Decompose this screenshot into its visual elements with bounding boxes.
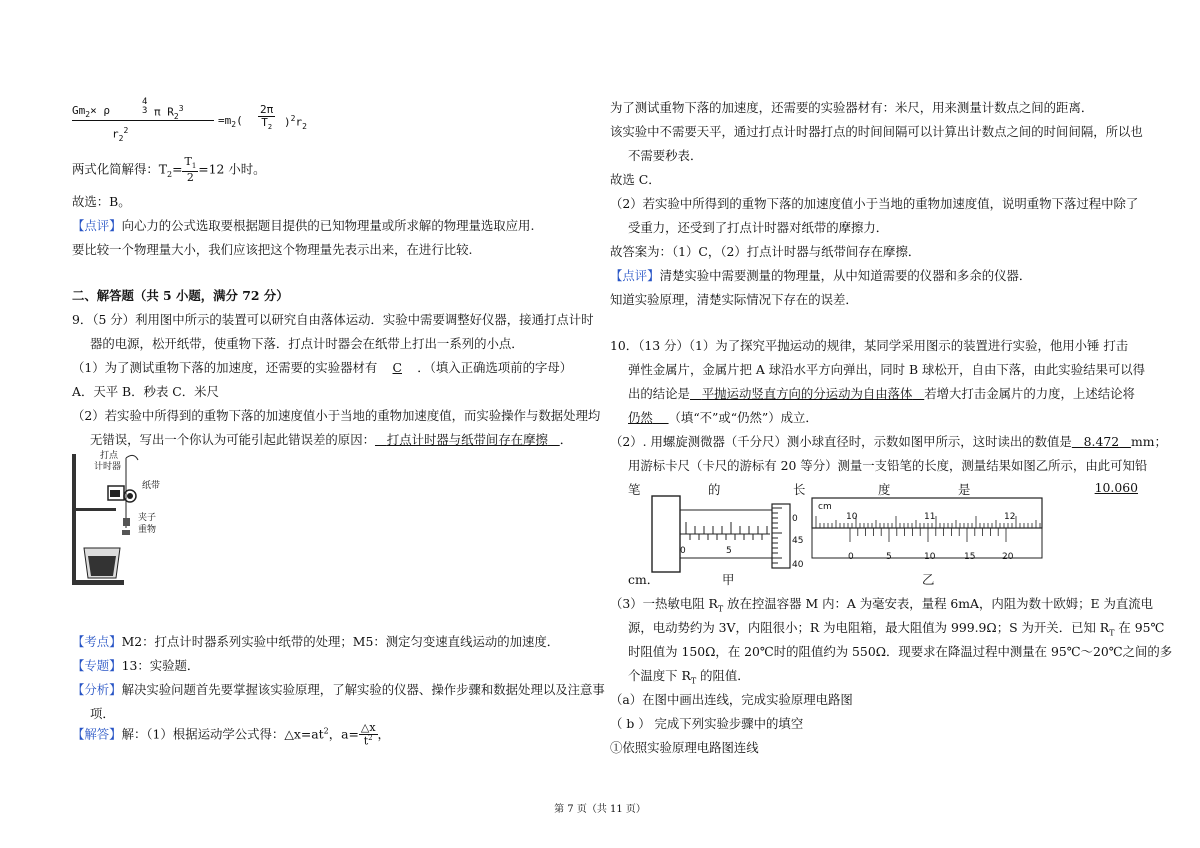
r-line-6: 受重力，还受到了打点计时器对纸带的摩擦力． <box>628 220 889 235</box>
r-line-2: 该实验中不需要天平，通过打点计时器打点的时间间隔可以计算出计数点之间的时间间隔，所以也 <box>610 124 1143 139</box>
fenxi-line: 【分析】解决实验问题首先要掌握该实验原理，了解实验的仪器、操作步骤和数据处理以及注意事 <box>72 682 605 697</box>
r-comment-line-2: 知道实验原理，清楚实际情况下存在的误差． <box>610 292 858 307</box>
caliper-answer: 10.060 <box>1094 480 1138 495</box>
q9-options: A．天平 B．秒表 C．米尺 <box>72 384 219 399</box>
q10-conclusion-answer: 平抛运动竖直方向的分运动为自由落体 <box>701 386 913 401</box>
r-comment-line: 【点评】清楚实验中需要测量的物理量，从中知道需要的仪器和多余的仪器． <box>610 268 1032 283</box>
q10-line-1: 10．（13 分）（1）为了探究平抛运动的规律，某同学采用图示的装置进行实验，他用小锤 打击 <box>610 338 1129 353</box>
q9-part2-answer: 打点计时器与纸带间存在摩擦 <box>386 432 548 447</box>
r-line-4: 故选 C． <box>610 172 661 187</box>
q9-line-1: 9．（5 分）利用图中所示的装置可以研究自由落体运动．实验中需要调整好仪器，接通打点计时 <box>72 312 594 327</box>
q10-line-3: 出的结论是 平抛运动竖直方向的分运动为自由落体 若增大打击金属片的力度，上述结论将 <box>628 386 1135 401</box>
answer-line: 故选：B。 <box>72 194 131 209</box>
r-line-5: （2）若实验中所得到的重物下落的加速度值小于当地的重物加速度值，说明重物下落过程中除了 <box>610 196 1139 211</box>
figure-label-yi: 乙 <box>922 572 935 587</box>
q10-still-answer: 仍然 <box>628 410 653 425</box>
section-title: 二、解答题（共 5 小题，满分 72 分） <box>72 288 289 303</box>
q9-line-2: 器的电源，松开纸带，使重物下落．打点计时器会在纸带上打出一系列的小点． <box>90 336 524 351</box>
q10-part-b: （ b ） 完成下列实验步骤中的填空 <box>610 716 804 731</box>
zhuanti-line: 【专题】13：实验题． <box>72 658 200 673</box>
r-line-3: 不需要秒表． <box>628 148 703 163</box>
q9-part2-line2: 无错误，写出一个你认为可能引起此错误差的原因： 打点计时器与纸带间存在摩擦 ． <box>90 432 573 447</box>
q10-part3-line2: 源，电动势约为 3V，内阻很小；R 为电阻箱，最大阻值为 999.9Ω；S 为开关．已知 $R_T$ 在 95℃ <box>628 620 1165 638</box>
q10-part2-line1: （2）. 用螺旋测微器（千分尺）测小球直径时，示数如图甲所示，这时读出的数值是 8.472 mm； <box>610 434 1167 449</box>
comment-line: 【点评】向心力的公式选取要根据题目提供的已知物理量或所求解的物理量选取应用. <box>72 218 535 233</box>
micrometer-answer: 8.472 <box>1083 434 1120 449</box>
fenxi-line-2: 项． <box>90 706 115 721</box>
page-footer: 第 7 页（共 11 页） <box>554 804 646 815</box>
q10-line-2: 弹性金属片，金属片把 A 球沿水平方向弹出，同时 B 球松开，自由下落，由此实验结果可以得 <box>628 362 1146 377</box>
figure-unit-cm: cm． <box>628 572 660 587</box>
q9-part2-line1: （2）若实验中所得到的重物下落的加速度值小于当地的重物加速度值，而实验操作与数据处理均 <box>72 408 601 423</box>
comment-line-2: 要比较一个物理量大小，我们应该把这个物理量先表示出来，在进行比较. <box>72 242 473 257</box>
comment-tag: 【点评】 <box>72 218 122 233</box>
q10-part3-line4: 个温度下 $R_T$ 的阻值． <box>628 668 750 686</box>
gravitation-formula: $Gm_2\times \rho$ 4 3 π $R_2^3$ $r_2^2$ $=m_2$( $\frac{2\pi}{T_2}$ )$^2r_2$ <box>72 97 307 143</box>
free-fall-apparatus-figure: 打点 计时器 纸带 夹子 重物 <box>72 448 162 588</box>
q10-part2-line2: 用游标卡尺（卡尺的游标有 20 等分）测量一支铅笔的长度，测量结果如图乙所示，由此可知铅 <box>628 458 1148 473</box>
r-line-1: 为了测试重物下落的加速度，还需要的实验器材有：米尺，用来测量计数点之间的距离． <box>610 100 1094 115</box>
simplify-line: 两式化简解得：$T_2=$ $\frac{T_1}{2}$ =12 小时。 <box>72 155 266 184</box>
r-line-7: 故答案为：（1）C，（2）打点计时器与纸带间存在摩擦． <box>610 244 921 259</box>
vernier-caliper-figure: cm 10 11 12 0 5 10 15 20 <box>810 496 1045 566</box>
q10-line-4: 仍然 （填“不”或“仍然”）成立． <box>628 410 818 425</box>
figure-label-jia: 甲 <box>722 572 735 587</box>
q10-part-a: （a）在图中画出连线，完成实验原理电路图 <box>610 692 853 707</box>
jieda-line: 【解答】解：（1）根据运动学公式得：$\triangle x=at^2$，a= $\frac{\triangle x}{t^2}$ ， <box>72 721 390 748</box>
kaodian-line: 【考点】M2：打点计时器系列实验中纸带的处理；M5：测定匀变速直线运动的加速度． <box>72 634 560 649</box>
q10-step-1: ①依照实验原理电路图连线 <box>610 740 759 755</box>
micrometer-figure: 0 5 0 45 40 <box>650 494 810 574</box>
q10-part3-line3: 时阻值为 150Ω，在 20℃时的阻值约为 550Ω．现要求在降温过程中测量在 95℃～20℃之间的多 <box>628 644 1173 659</box>
q10-part3-line1: （3）一热敏电阻 $R_T$ 放在控温容器 M 内：A 为毫安表，量程 6mA，内阻为数十欧姆；E 为直流电 <box>610 596 1154 614</box>
q9-part1: （1）为了测试重物下落的加速度，还需要的实验器材有 C ．（填入正确选项前的字母） <box>72 360 573 375</box>
